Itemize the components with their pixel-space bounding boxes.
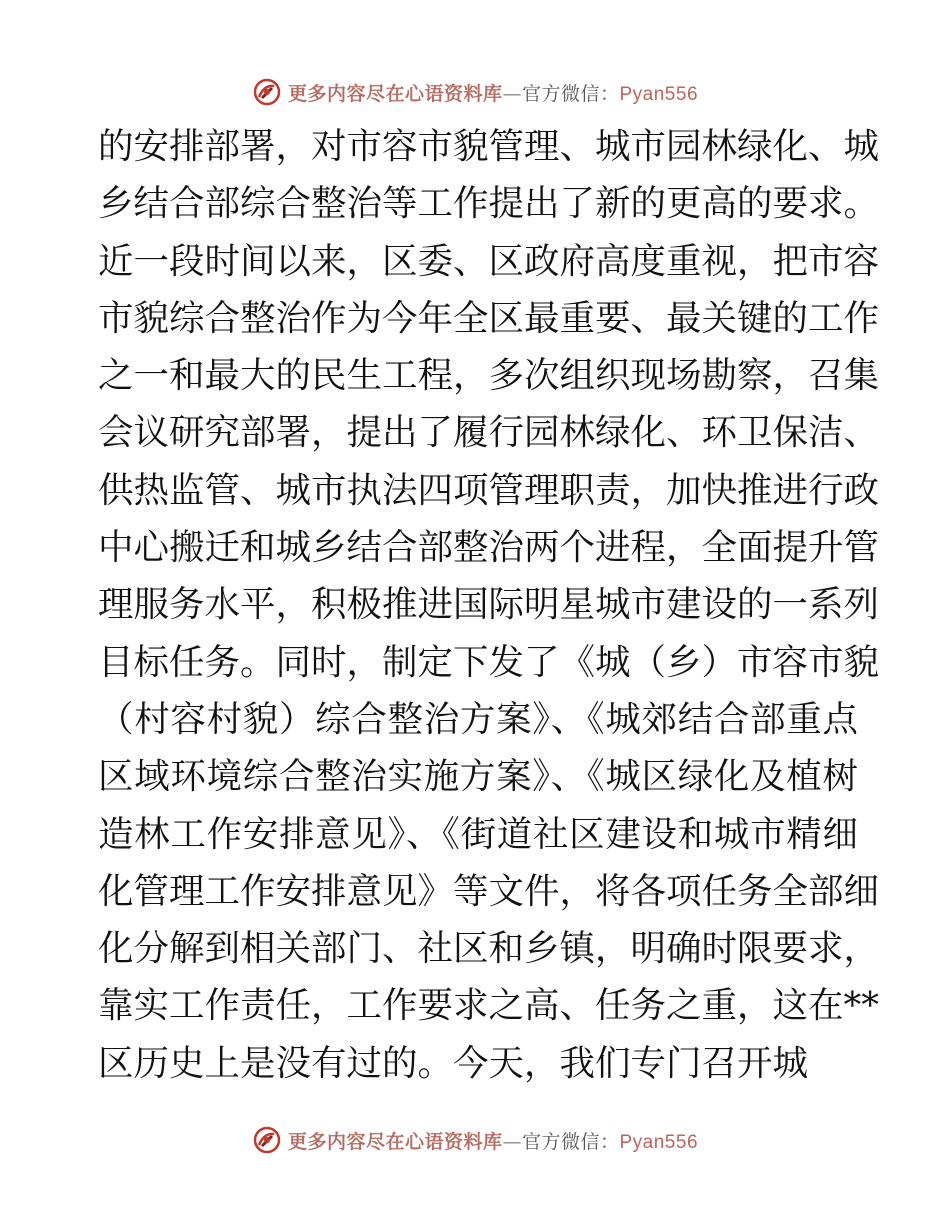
body-line: （村容村貌）综合整治方案》、《城郊结合部重点: [98, 698, 858, 740]
body-line: 市貌综合整治作为今年全区最重要、最关键的工作: [98, 297, 880, 339]
body-line: 理服务水平，积极推进国际明星城市建设的一系列: [98, 584, 880, 626]
header-banner-text: 更多内容尽在心语资料库—官方微信：Pyan556: [287, 82, 699, 105]
body-line: 会议研究部署，提出了履行园林绿化、环卫保洁、: [98, 412, 880, 454]
red-circular-logo-icon: [252, 1125, 282, 1155]
body-line: 中心搬迁和城乡结合部整治两个进程，全面提升管: [98, 527, 880, 569]
document-body: [98, 118, 880, 1092]
body-line: 之一和最大的民生工程，多次组织现场勘察，召集: [98, 355, 880, 397]
body-line: 目标任务。同时，制定下发了《城（乡）市容市貌: [98, 641, 880, 683]
red-circular-logo-icon: [252, 77, 282, 107]
body-line: 靠实工作责任，工作要求之高、任务之重，这在**: [98, 985, 880, 1027]
header-watermark-banner: [0, 72, 950, 112]
body-line: 区历史上是没有过的。今天，我们专门召开城: [98, 1042, 809, 1084]
body-line: 化分解到相关部门、社区和乡镇，明确时限要求，: [98, 928, 880, 970]
body-line: 近一段时间以来，区委、区政府高度重视，把市容: [98, 240, 880, 282]
body-line: 化管理工作安排意见》等文件，将各项任务全部细: [98, 870, 880, 912]
body-line: 造林工作安排意见》、《街道社区建设和城市精细: [98, 813, 858, 855]
body-line: 乡结合部综合整治等工作提出了新的更高的要求。: [98, 183, 880, 225]
footer-watermark-banner: [0, 1120, 950, 1160]
body-line: 区域环境综合整治实施方案》、《城区绿化及植树: [98, 756, 858, 798]
footer-banner-text: 更多内容尽在心语资料库—官方微信：Pyan556: [287, 1130, 699, 1153]
body-line: 的安排部署，对市容市貌管理、城市园林绿化、城: [98, 126, 880, 167]
body-line: 供热监管、城市执法四项管理职责，加快推进行政: [98, 469, 880, 511]
